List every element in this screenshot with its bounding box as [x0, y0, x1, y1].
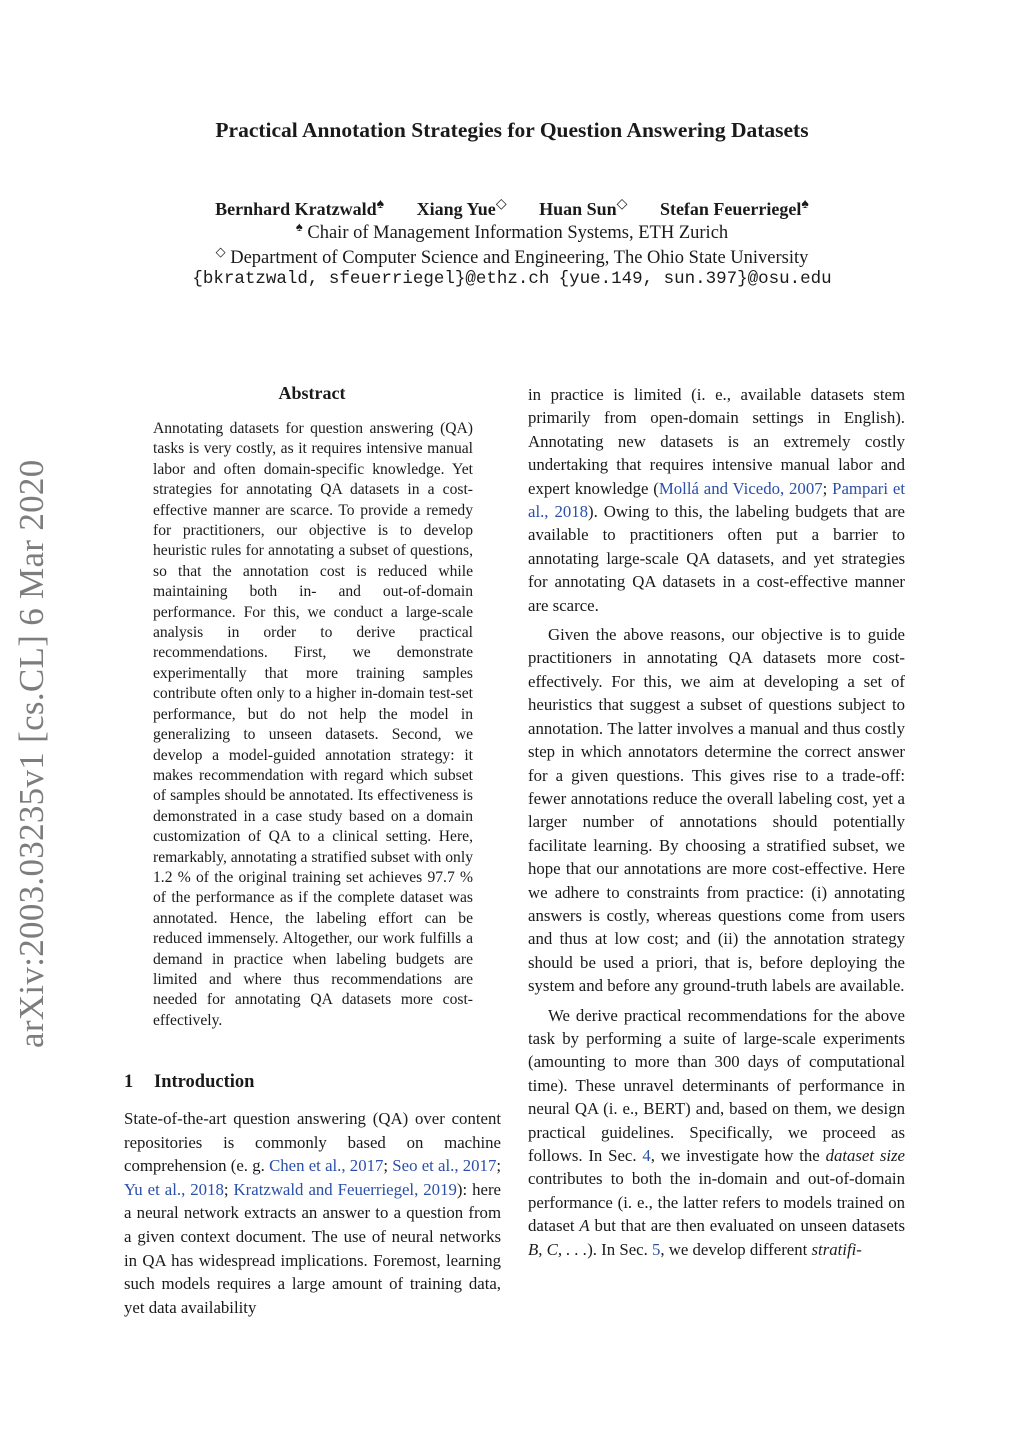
author-yue: Xiang Yue◇ — [416, 197, 507, 219]
diamond-mark-icon: ◇ — [215, 244, 226, 259]
math-datasets-b-c: B, C, . . . — [528, 1239, 588, 1259]
section-ref-5[interactable]: 5 — [651, 1239, 661, 1259]
affiliation-osu: ◇ Department of Computer Science and Engineering, The Ohio State University — [215, 244, 809, 269]
right-paragraph-1: in practice is limited (i. e., available datasets stem primarily from open-domain settings in English). Annotating new datasets is an extremely costly undertaking that requires intensive manual labor and expert knowledge (Mollá and Vicedo, 2007; Pampari et al., 2018). Owing to this, the labeling budgets that are available to practitioners often put a barrier to annotating large-scale QA datasets, and yet strategies for annotating QA datasets in a cost-effective manner are scarce. — [528, 385, 906, 615]
citation-kratzwald-2019[interactable]: Kratzwald and Feuerriegel, 2019 — [233, 1179, 457, 1199]
spade-mark-icon: ♠ — [295, 219, 303, 234]
spade-mark-icon: ♠ — [801, 197, 809, 212]
intro-paragraph-1: State-of-the-art question answering (QA) over content repositories is commonly based on machine comprehension (e. g. Chen et al., 2017; Seo et al., 2017; Yu et al., 2018; Kratzwald and Feuerriegel, 2019): here a neural network extracts an answer to a question from a given context document. The use of neural networks in QA has widespread implications. Foremost, learning such models requires a large amount of training data, yet data availability — [124, 1109, 502, 1317]
citation-pampari-2018[interactable]: Pampari et al., 2018 — [528, 478, 906, 522]
section-title: Introduction — [154, 1072, 255, 1092]
abstract-heading: Abstract — [278, 383, 346, 403]
author-list — [0, 196, 1024, 220]
section-ref-4[interactable]: 4 — [642, 1146, 651, 1165]
emphasis-stratified: stratifi- — [811, 1239, 862, 1259]
emphasis-dataset-size: dataset size — [825, 1146, 906, 1165]
author-emails — [0, 268, 1024, 289]
email-eth[interactable]: {bkratzwald, sfeuerriegel}@ethz.ch — [192, 269, 550, 289]
citation-yu-2018[interactable]: Yu et al., 2018 — [124, 1179, 224, 1199]
email-osu[interactable]: {yue.149, sun.397}@osu.edu — [558, 269, 832, 289]
citation-chen-2017[interactable]: Chen et al., 2017 — [269, 1156, 384, 1176]
section-number: 1 — [124, 1072, 134, 1092]
diamond-mark-icon: ◇ — [495, 197, 507, 212]
author-sun: Huan Sun◇ — [539, 197, 628, 219]
right-column — [528, 383, 905, 1267]
paper-title: Practical Annotation Strategies for Question Answering Datasets — [215, 118, 809, 142]
citation-molla-2007[interactable]: Mollá and Vicedo, 2007 — [658, 478, 823, 498]
diamond-mark-icon: ◇ — [616, 197, 628, 212]
arxiv-identifier-stamp: arXiv:2003.03235v1 [cs.CL] 6 Mar 2020 — [12, 459, 51, 1048]
author-feuerriegel: Stefan Feuerriegel♠ — [659, 197, 809, 219]
citation-seo-2017[interactable]: Seo et al., 2017 — [392, 1156, 497, 1176]
spade-mark-icon: ♠ — [376, 197, 385, 212]
section-heading-introduction — [124, 1072, 254, 1093]
right-paragraph-2: Given the above reasons, our objective is to guide practitioners in annotating QA datasets more cost-effectively. For this, we aim at developing a set of heuristics that suggest a subset of questions subject to annotation. The latter involves a manual and thus costly step in which annotators determine the correct answer for a given questions. This gives rise to a trade-off: fewer annotations reduce the overall labeling cost, yet a larger number of annotations should potentially facilitate learning. By choosing a stratified subset, we hope that our annotations are more cost-effective. Here we adhere to constraints from practice: (i) annotating answers is costly, whereas questions come from users and thus at low cost; and (ii) the annotation strategy should be used a priori, that is, before deploying the system and before any ground-truth labels are available. — [528, 625, 905, 996]
affiliation-eth: ♠ Chair of Management Information Systems, ETH Zurich — [295, 219, 729, 244]
author-kratzwald: Bernhard Kratzwald♠ — [215, 197, 385, 219]
math-dataset-a: A — [579, 1216, 590, 1236]
abstract-text: Annotating datasets for question answering (QA) tasks is very costly, as it requires intensive manual labor and often domain-specific knowledge. Yet strategies for annotating QA datasets in a cost-effective manner are scarce. To provide a remedy for practitioners, our objective is to develop heuristic rules for annotating a subset of questions, so that the annotation cost is reduced while maintaining both in- and out-of-domain performance. For this, we conduct a large-scale analysis in order to derive practical recommendations. First, we demonstrate experimentally that more training samples contribute often only to a higher in-domain test-set performance, but do not help the model in generalizing to unseen datasets. Second, we develop a model-guided annotation strategy: it makes recommendation with regard which subset of samples should be annotated. Its effectiveness is demonstrated in a case study based on a domain customization of QA to a clinical setting. Here, remarkably, annotating a stratified subset with only 1.2 % of the original training set achieves 97.7 % of the performance as if the complete dataset was annotated. Hence, the labeling effort can be reduced immensely. Altogether, our work fulfills a demand in practice when labeling budgets are limited and where thus recommendations are needed for annotating QA datasets more cost-effectively. — [153, 420, 473, 1029]
right-paragraph-3: We derive practical recommendations for the above task by performing a suite of large-scale experiments (amounting to more than 300 days of computational time). These unravel determinants of performance in neural QA (i. e., BERT) and, based on them, we design practical guidelines. Specifically, we proceed as follows. In Sec. 4, we investigate how the dataset size contributes to both the in-domain and out-of-domain performance (i. e., the latter refers to models trained on dataset A but that are then evaluated on unseen datasets B, C, . . .). In Sec. 5, we develop different stratifi- — [528, 1005, 906, 1259]
